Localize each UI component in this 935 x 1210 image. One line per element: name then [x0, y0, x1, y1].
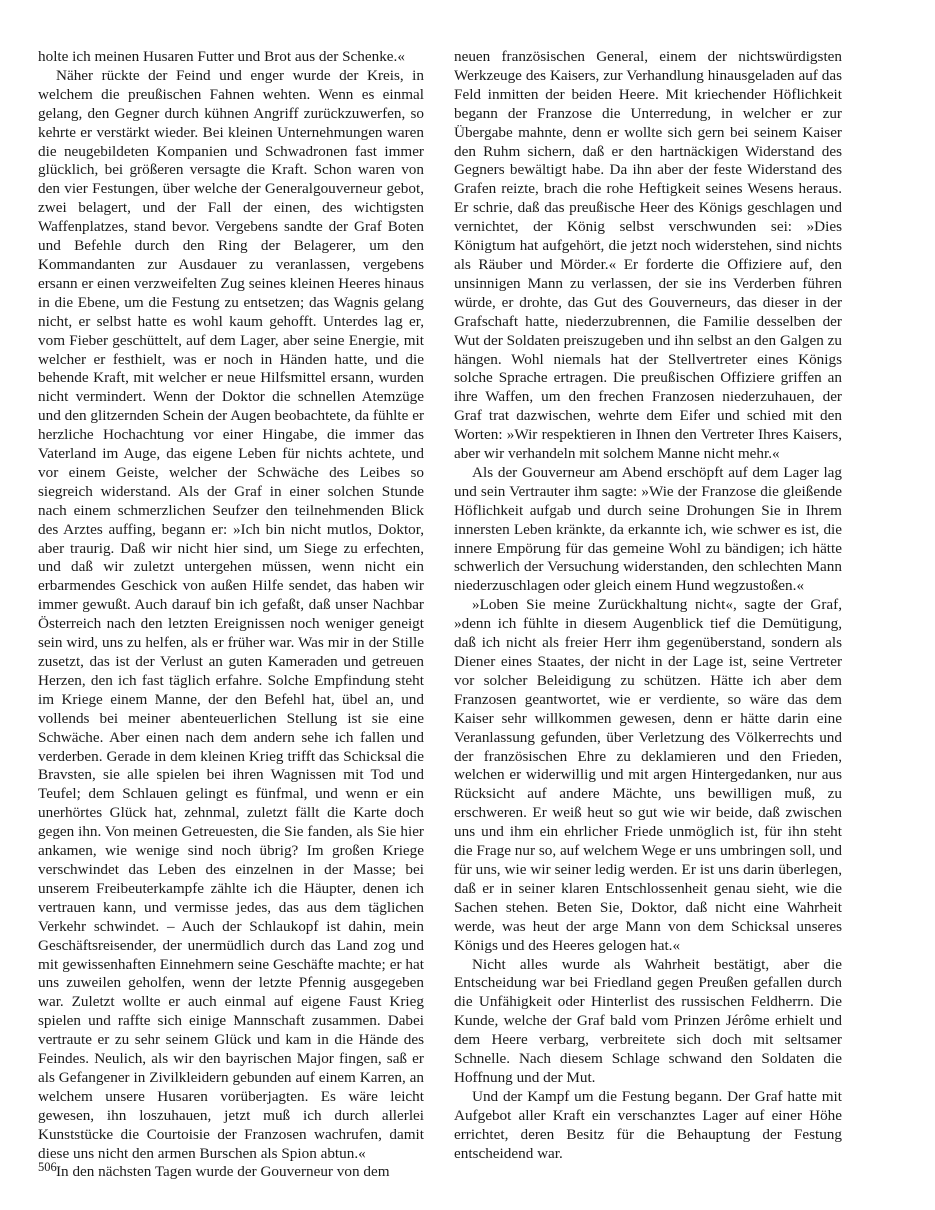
page-number: 506 [38, 1160, 57, 1174]
left-column [38, 48, 424, 1182]
paragraph: »Loben Sie meine Zurückhaltung nicht«, sagte der Graf, »denn ich fühlte in diesem Augenblick tief die Demütigung, daß ich nicht als freier Herr ihm gegenüberstand, sondern als Diener eines Staates, der nicht in der Lage ist, seine Vertreter vor solcher Beleidigung zu schützen. Hätte ich aber dem Franzosen geantwortet, wie er verdiente, so wäre das dem Kaiser sehr willkommen gewesen, denn er hätte darin eine Veranlassung gefunden, über Verletzung des Völkerrechts und der französischen Ehre zu deklamieren und den Frieden, welchen er widerwillig und mit argen Hintergedanken, nur aus Rücksicht auf andere Mächte, uns bewilligen muß, zu erschweren. Er weiß heut so gut wie wir beide, daß zwischen uns und ihm ein ehrlicher Friede unmöglich ist, für ihn steht die Frage nur so, auf welchem Wege er uns umbringen soll, und für uns, wie wir seiner ledig werden. Er ist uns darin überlegen, daß er in seiner klaren Entschlossenheit genau sieht, wie die Sachen stehen. Beten Sie, Doktor, daß nicht eine Wahrheit werde, was heut der arge Mann von dem Schicksal unseres Königs und des Heeres gelogen hat.« [454, 596, 842, 954]
paragraph: Und der Kampf um die Festung begann. Der Graf hatte mit Aufgebot aller Kraft ein verschanztes Lager auf einer Höhe errichtet, deren Besitz für die Behauptung der Festung entscheidend war. [454, 1087, 842, 1162]
paragraph: Als der Gouverneur am Abend erschöpft auf dem Lager lag und sein Vertrauter ihm sagte: »Wie der Franzose die gleißende Höflichkeit aufgab und durch seine Drohungen Sie in Ihrem innersten Leben kränkte, da erkannte ich, wie schwer es ist, die innere Empörung für das gemeine Wohl zu bändigen; ich hätte schwerlich der Versuchung widerstanden, den schlechten Mann niederzuschlagen oder gleich einem Hund wegzustoßen.« [454, 463, 842, 595]
right-column [454, 48, 842, 1163]
paragraph: In den nächsten Tagen wurde der Gouverneur von dem [56, 1163, 390, 1181]
paragraph: neuen französischen General, einem der nichtswürdigsten Werkzeuge des Kaisers, zur Verhandlung hinausgeladen auf das Feld inmitten der beiden Heere. Mit kriechender Höflichkeit begann der Franzose die Unterredung, in welcher er zur Übergabe mahnte, denn er wollte sich gern bei seinem Kaiser den Ruhm sichern, daß er den hartnäckigen Widerstand des Gegners bewältigt habe. Da ihn aber der feste Widerstand des Grafen reizte, brach die rohe Heftigkeit seines Wesens heraus. Er schrie, daß das preußische Heer des Königs geschlagen und vernichtet, der König selbst verschwunden sei: »Dies Königtum hat aufgehört, die jetzt noch widerstehen, sind nichts als Räuber und Mörder.« Er forderte die Offiziere auf, den unsinnigen Mann zu verlassen, der sie ins Verderben führen würde, er drohte, das Gut des Gouverneurs, das dieser in der Grafschaft hatte, niederzubrennen, die Familie desselben der Wut der Soldaten preiszugeben und ihn selbst an den Galgen zu hängen. Wohl niemals hat der Stellvertreter eines Königs solche Sprache ertragen. Die preußischen Offiziere griffen an ihre Waffen, um den frechen Franzosen niederzuhauen, der Graf trat dazwischen, wehrte dem Eifer und schied mit den Worten: »Wir respektieren in Ihnen den Vertreter Ihres Kaisers, aber wir verhandeln mit solchem Manne nicht mehr.« [454, 48, 842, 463]
paragraph: Nicht alles wurde als Wahrheit bestätigt, aber die Entscheidung war bei Friedland gegen Preußen gefallen durch die Unfähigkeit oder Hinterlist des russischen Feldherrn. Die Kunde, welche der Graf bald vom Prinzen Jérôme erhielt und dem Heere verbarg, verbreitete sich doch mit seltsamer Schnelle. Nach diesem Schlage schwand den Soldaten die Hoffnung und der Mut. [454, 955, 842, 1086]
paragraph: holte ich meinen Husaren Futter und Brot aus der Schenke.« [38, 48, 405, 65]
paragraph: Näher rückte der Feind und enger wurde der Kreis, in welchem die preußischen Fahnen wehten. Wenn es einmal gelang, den Gegner durch kühnen Angriff zurückzuwerfen, so kehrte er verstärkt wieder. Bei kleinen Unternehmungen waren die neugebildeten Kompanien und Schwadronen fast immer glücklich, bei größeren versagte die Kraft. Schon waren von den vier Festungen, über welche der Generalgouverneur gebot, zwei belagert, und der Fall der einen, des wichtigsten Waffenplatzes, stand bevor. Vergebens sandte der Graf Boten und Befehle durch den Ring der Belagerer, um den Kommandanten zur Ausdauer zu veranlassen, vergebens ersann er einen verzweifelten Zug seines kleinen Heeres hinaus in die Ebene, um die Festung zu entsetzen; das Wagnis gelang nicht, er selbst hatte es wohl kaum gehofft. Unterdes lag er, vom Fieber geschüttelt, auf dem Lager, aber seine Energie, mit welcher er festhielt, was er noch in Händen hatte, und die behende Kraft, mit welcher er neue Hilfsmittel ersann, wurden nicht vermindert. Wenn der Doktor die schnellen Atemzüge und den glitzernden Schein der Augen beobachtete, da fühlte er herzliche Hochachtung vor einer Hingabe, die immer das Vaterland im Auge, das eigene Leben für nichts achtete, und vor einem Geiste, welcher der Schwäche des Leibes so siegreich widerstand. Als der Graf in einer solchen Stunde nach einem schmerzlichen Seufzer den teilnehmenden Blick des Arztes auffing, begann er: »Ich bin nicht mutlos, Doktor, aber traurig. Daß wir nicht hier sind, um Siege zu erfechten, und daß wir zuletzt untergehen müssen, wenn nicht ein erbarmendes Geschick von außen Hilfe sendet, das haben wir immer gewußt. Auch darauf bin ich gefaßt, daß unser Nachbar Österreich nach den letzten Ereignissen noch weniger geneigt sein wird, uns zu helfen, als er früher war. Was mir in der Stille zusetzt, das ist der Verlust an guten Kameraden und getreuen Herzen, den ich fast täglich erfahre. Solche Empfindung steht im Kriege einem Manne, der den Befehl hat, übel an, und vollends bei meiner abenteuerlichen Stellung ist sie eine Schwäche. Aber einen nach dem andern sehe ich fallen und verderben. Gerade in dem kleinen Krieg trifft das Schicksal die Bravsten, sie alle spielen bei ihren Wagnissen mit Tod und Teufel; dem Schlauen gelingt es fünfmal, und wenn er ein unerhörtes Glück hat, zehnmal, zuletzt fällt die Karte doch gegen ihn. Von meinen Getreuesten, die Sie fanden, als Sie hier ankamen, wie wenige sind noch übrig? Im großen Kriege verschwindet das Leben des einzelnen in der Masse; bei unserem Freibeuterkampfe zählte ich die Häupter, denen ich vertrauen kann, und vermisse jedes, das aus dem täglichen Verkehr schwindet. – Auch der Schlaukopf ist dahin, mein Geschäftsreisender, der unermüdlich durch das Land zog und mit gewissenhaften Einnehmern seine Geschäfte machte; er hat uns zuweilen geholfen, wenn der letzte Pfennig ausgegeben war. Zuletzt wollte er auch einmal auf eigene Faust Krieg spielen und raffte sich einige Mannschaft zusammen. Dabei vertraute er zu sehr seinem Glück und kam in die Hände des Feindes. Neulich, als wir den bayrischen Major fingen, saß er als Gefangener in Zivilkleidern gebunden auf einem Karren, an welchem unsere Husaren vorüberjagten. Es wäre leicht gewesen, ihn loszuhauen, jetzt muß ich durch allerlei Kunststücke die Courtoisie der Franzosen wachrufen, damit diese uns nicht den armen Burschen als Spion abtun.« [38, 66, 424, 1162]
